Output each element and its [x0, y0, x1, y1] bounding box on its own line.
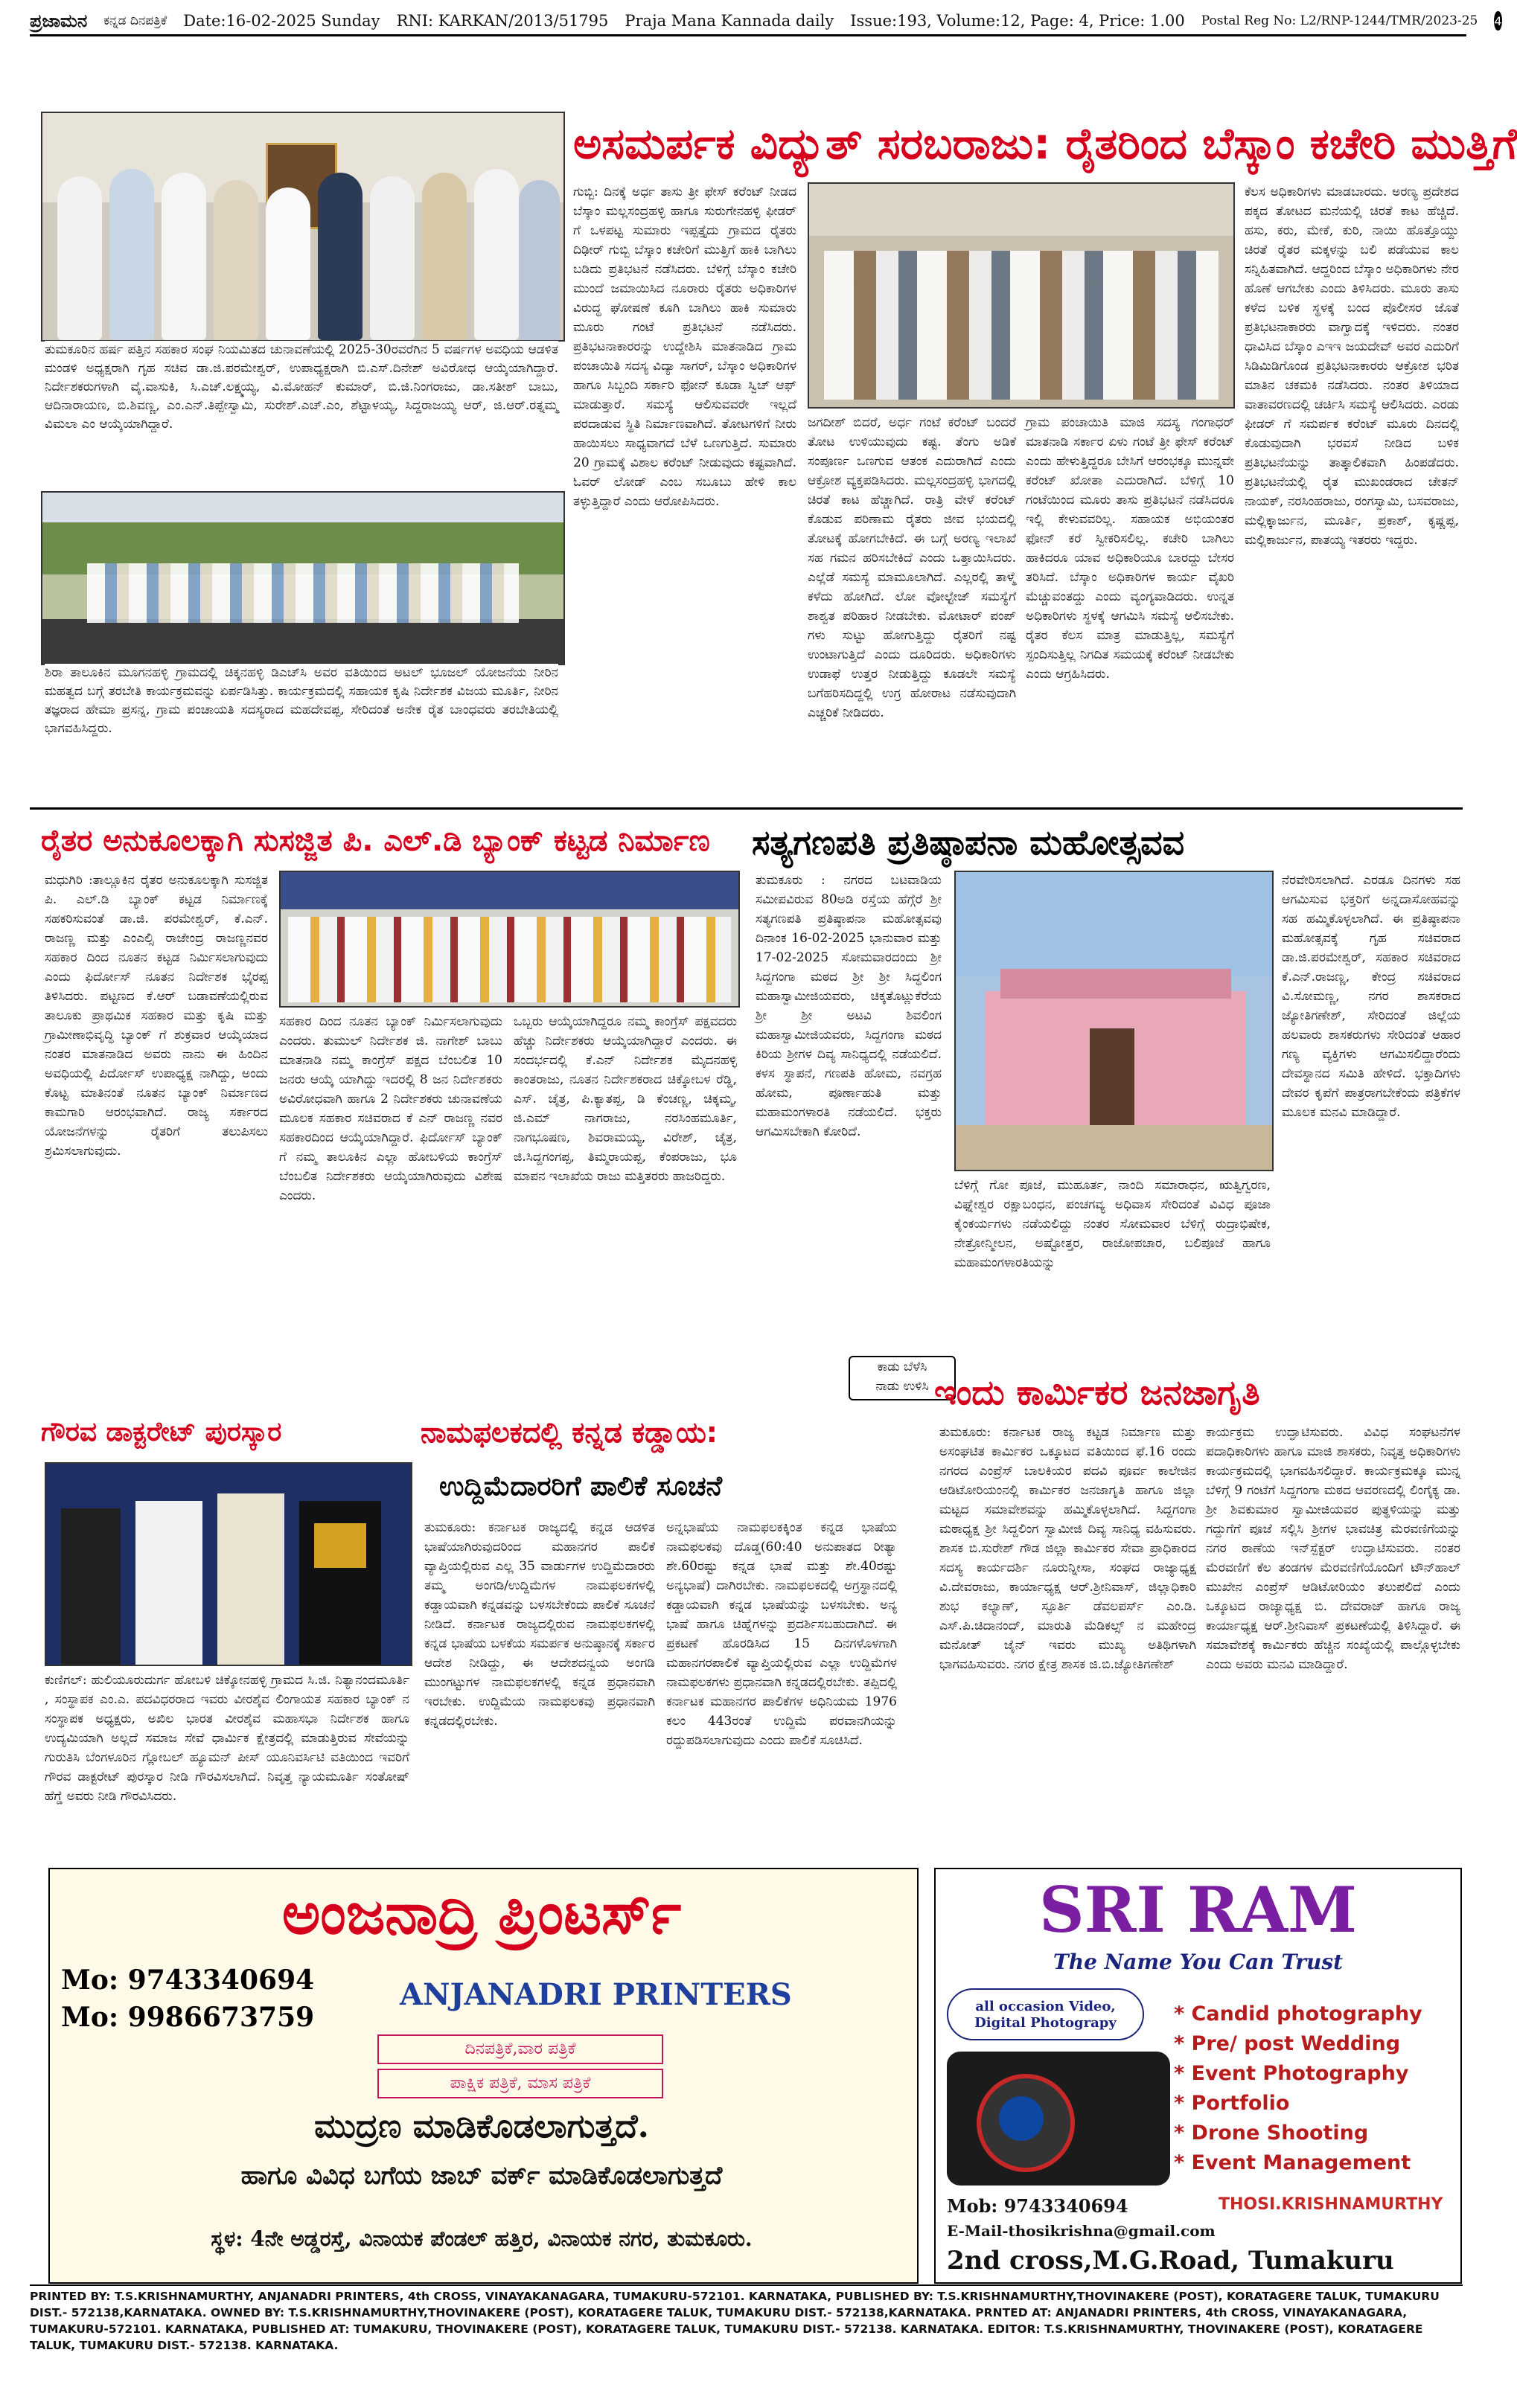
masthead-tagline: ಕನ್ನಡ ದಿನಪತ್ರಿಕೆ — [103, 13, 167, 28]
ad-anjanadri-address: ಸ್ಥಳ: 4ನೇ ಅಡ್ಡರಸ್ತೆ, ವಿನಾಯಕ ಪೆಂಡಲ್ ಹತ್ತಿರ, ವಿನಾಯಕ ನಗರ, ತುಮಕೂರು. — [211, 2226, 753, 2251]
ad-anjanadri-pill2: ಪಾಕ್ಷಿಕ ಪತ್ರಿಕೆ, ಮಾಸ ಪತ್ರಿಕೆ — [377, 2069, 663, 2098]
ad-sri-ram — [934, 1868, 1462, 2284]
ad-anjanadri-mobile2: Mo: 9986673759 — [61, 2002, 315, 2033]
story-workers-col1: ತುಮಕೂರು: ಕರ್ನಾಟಕ ರಾಜ್ಯ ಕಟ್ಟಡ ನಿರ್ಮಾಣ ಮತ್ತು ಅಸಂಘಟಿತ ಕಾರ್ಮಿಕರ ಒಕ್ಕೂಟದ ವತಿಯಿಂದ ಫೆ.16 ರಂದು ನಗರದ ಎಂಪ್ರೆಸ್ ಬಾಲಕಿಯರ ಪದವಿ ಪೂರ್ವ ಕಾಲೇಜಿನ ಆಡಿಟೋರಿಯಂನಲ್ಲಿ ಕಾರ್ಮಿಕರ ಜನಜಾಗೃತಿ ಹಾಗೂ ಜಿಲ್ಲಾ ಮಟ್ಟದ ಸಮಾವೇಶವನ್ನು ಹಮ್ಮಿಕೊಳ್ಳಲಾಗಿದೆ. ಸಿದ್ದಗಂಗಾ ಮಠಾಧ್ಯಕ್ಷ ಶ್ರೀ ಸಿದ್ದಲಿಂಗ ಸ್ವಾಮೀಜಿ ದಿವ್ಯ ಸಾನಿಧ್ಯ ವಹಿಸುವರು. ಶಾಸಕ ಬಿ.ಸುರೇಶ್ ಗೌಡ ಜಿಲ್ಲಾ ಕಾರ್ಮಿಕರ ಸೇವಾ ಪ್ರಾಧಿಕಾರದ ಸದಸ್ಯ ಕಾರ್ಯದರ್ಶಿ ನೂರುನ್ನೀಸಾ, ಸಂಘದ ರಾಜ್ಯಾಧ್ಯಕ್ಷ ವಿ.ದೇವರಾಜು, ಕಾರ್ಯಾಧ್ಯಕ್ಷ ಆರ್.ಶ್ರೀನಿವಾಸ್, ಜಿಲ್ಲಾಧಿಕಾರಿ ಶುಭ ಕಲ್ಯಾಣ್, ಸ್ಫೂರ್ತಿ ಡೆವಲಪರ್ಸ್ ಎಂ.ಡಿ. ಎಸ್.ಪಿ.ಚಿದಾನಂದ್, ಮಾರುತಿ ಮೆಡಿಕಲ್ಸ್ ನ ಮಹೇಂದ್ರ ಮನೋತ್ ಜೈನ್ ಇವರು ಮುಖ್ಯ ಅತಿಥಿಗಳಾಗಿ ಭಾಗವಹಿಸುವರು. ನಗರ ಕ್ಷೇತ್ರ ಶಾಸಕ ಜಿ.ಬಿ.ಜ್ಯೋತಿಗಣೇಶ್ — [939, 1425, 1196, 1672]
ad-sriram-badge: all occasion Video, Digital Photograpy — [947, 1988, 1144, 2040]
photo-caption-society: ತುಮಕೂರಿನ ಹರ್ಷ ಪತ್ತಿನ ಸಹಕಾರ ಸಂಘ ನಿಯಮಿತದ ಚುನಾವಣೆಯಲ್ಲಿ 2025-30ರವರೆಗಿನ 5 ವರ್ಷಗಳ ಅವಧಿಯ ಆಡಳಿತ ಮಂಡಳಿ ಅಧ್ಯಕ್ಷರಾಗಿ ಗೃಹ ಸಚಿವ ಡಾ.ಜಿ.ಪರಮೇಶ್ವರ್, ಉಪಾಧ್ಯಕ್ಷರಾಗಿ ಬಿ.ಎಸ್.ದಿನೇಶ್ ಅವಿರೋಧ ಆಯ್ಕೆಯಾಗಿದ್ದಾರೆ. ನಿರ್ದೇಶಕರುಗಳಾಗಿ ವೈ.ವಾಸುಕಿ, ಸಿ.ಎಚ್.ಲಕ್ಷ್ಮಯ್ಯ, ವಿ.ಮೋಹನ್ ಕುಮಾರ್, ಬಿ.ಜಿ.ನಿಂಗರಾಜು, ಡಾ.ಸತೀಶ್ ಬಾಬು, ಆದಿನಾರಾಯಣ, ಬಿ.ಶಿವಣ್ಣ, ಎಂ.ಎನ್.ತಿಪ್ಪೇಸ್ವಾಮಿ, ಸುರೇಶ್.ಎಚ್.ಎಂ, ಶೆಟ್ಟಾಳಯ್ಯ, ಸಿದ್ದರಾಜಯ್ಯ ಆರ್, ಜಿ.ಆರ್.ರತ್ನಮ್ಮ ವಿಮಲಾ ಎಂ ಆಯ್ಕೆಯಾಗಿದ್ದಾರೆ. — [45, 341, 558, 475]
ad-anjanadri-title-en: ANJANADRI PRINTERS — [400, 1977, 792, 2012]
issue-info: Issue:193, Volume:12, Page: 4, Price: 1.00 — [850, 12, 1185, 30]
headline-besacom-protest: ಅಸಮರ್ಪಕ ವಿದ್ಯುತ್ ಸರಬರಾಜು: ರೈತರಿಂದ ಬೆಸ್ಕಾಂ ಕಚೇರಿ ಮುತ್ತಿಗೆ — [573, 118, 1517, 169]
section-divider — [30, 807, 1463, 810]
story-pld-col1: ಮಧುಗಿರಿ :ತಾಲ್ಲೂಕಿನ ರೈತರ ಅನುಕೂಲಕ್ಕಾಗಿ ಸುಸಜ್ಜಿತ ಪಿ. ಎಲ್.ಡಿ ಬ್ಯಾಂಕ್ ಕಟ್ಟಡ ನಿರ್ಮಾಣಕ್ಕೆ ಸಹಕರಿಸುವಂತೆ ಡಾ.ಜಿ. ಪರಮೇಶ್ವರ್, ಕೆ.ಎನ್. ರಾಜಣ್ಣ ಮತ್ತು ಎಂಎಲ್ಸಿ ರಾಜೇಂದ್ರ ರಾಜಣ್ಣನವರ ಸಹಕಾರ ದಿಂದ ನೂತನ ಕಟ್ಟಡ ನಿರ್ಮಿಸಲಾಗುವುದು ಎಂದು ಫಿರ್ದೋಸ್ ನೂತನ ನಿರ್ದೇಶಕ ಭೈರಪ್ಪ ತಿಳಿಸಿದರು. ಪಟ್ಟಣದ ಕೆ.ಆರ್ ಬಡಾವಣೆಯಲ್ಲಿರುವ ತಾಲೂಕು ಪ್ರಾಥಮಿಕ ಸಹಕಾರ ಮತ್ತು ಕೃಷಿ ಮತ್ತು ಗ್ರಾಮೀಣಾಭಿವೃದ್ಧಿ ಬ್ಯಾಂಕ್ ಗೆ ಶುಕ್ರವಾರ ಆಯ್ಕೆಯಾದ ನಂತರ ಮಾತನಾಡಿದ ಅವರು ನಾನು ಈ ಹಿಂದಿನ ಅವಧಿಯಲ್ಲಿ ಪಿರ್ದೋಸ್ ಉಪಾಧ್ಯಕ್ಷ ನಾಗಿದ್ದು, ಅಂದು ಕೊಟ್ಟ ಮಾತಿನಂತೆ ನೂತನ ಬ್ಯಾಂಕ್ ನಿರ್ಮಾಣದ ಕಾಮಗಾರಿ ಆರಂಭವಾಗಿದೆ. ರಾಜ್ಯ ಸರ್ಕಾರದ ಯೋಜನೆಗಳನ್ನು ರೈತರಿಗೆ ತಲುಪಿಸಲು ಶ್ರಮಿಸಲಾಗುವುದು. — [45, 873, 268, 1159]
photo-ganapati-temple — [954, 871, 1274, 1171]
ad-anjanadri-pill1: ದಿನಪತ್ರಿಕೆ,ವಾರ ಪತ್ರಿಕೆ — [377, 2034, 663, 2064]
subhead-kannada-nameboard: ಉದ್ದಿಮೆದಾರರಿಗೆ ಪಾಲಿಕೆ ಸೂಚನೆ — [439, 1471, 723, 1502]
imprint-footer: PRINTED BY: T.S.KRISHNAMURTHY, ANJANADRI PRINTERS, 4th CROSS, VINAYAKANAGARA, TUMAKURU-572101. KARNATAKA, PUBLISHED BY: T.S.KRISHNAMURTHY,THOVINAKERE (POST), KORATAGERE TALUK, TUMAKURU DIST.- 572138,KARNATAKA. OWNED BY: T.S.KRISHNAMURTHY,THOVINAKERE (POST), KORATAGERE TALUK, TUMAKURU DIST.- 572138,KARNATAKA. PRNTED AT: ANJANADRI PRINTERS, 4th CROSS, VINAYAKANAGARA, TUMAKURU-572101. KARNATAKA, PUBLISHED AT: TUMAKURU, THOVINAKERE (POST), KORATAGERE TALUK, TUMAKURU DIST.- 572138. KARNATAKA. EDITOR: T.S.KRISHNAMURTHY, THOVINAKERE (POST), KORATAGERE TALUK, TUMAKURU DIST.- 572138. KARNATAKA. — [30, 2290, 1440, 2352]
rni-number: RNI: KARKAN/2013/51795 — [396, 12, 609, 30]
headline-pld-bank: ರೈತರ ಅನುಕೂಲಕ್ಕಾಗಿ ಸುಸಜ್ಜಿತ ಪಿ. ಎಲ್.ಡಿ ಬ್ಯಾಂಕ್ ಕಟ್ಟಡ ನಿರ್ಮಾಣ — [41, 824, 710, 858]
headline-honorary-doctorate: ಗೌರವ ಡಾಕ್ಟರೇಟ್ ಪುರಸ್ಕಾರ — [41, 1417, 282, 1447]
headline-workers-awareness: ಇಂದು ಕಾರ್ಮಿಕರ ಜನಜಾಗೃತಿ — [934, 1372, 1260, 1412]
ad-sriram-email: E-Mail-thosikrishna@gmail.com — [947, 2222, 1216, 2240]
postal-reg: Postal Reg No: L2/RNP-1244/TMR/2023-25 — [1201, 13, 1478, 28]
story-pld-col3: ಒಬ್ಬರು ಆಯ್ಕೆಯಾಗಿದ್ದರೂ ನಮ್ಮ ಕಾಂಗ್ರೆಸ್ ಪಕ್ಷವದರು ಹೆಚ್ಚು ನಿರ್ದೇಶಕರು ಆಯ್ಕೆಯಾಗಿದ್ದಾರೆ ಎಂದರು. ಈ ಸಂದರ್ಭದಲ್ಲಿ ಕೆ.ಎನ್ ನಿರ್ದೇಶಕ ಮೈದನಹಳ್ಳಿ ಕಾಂತರಾಜು, ನೂತನ ನಿರ್ದೇಶಕರಾದ ಚಿಕ್ಕೋಬಳ ರೆಡ್ಡಿ, ಎಸ್. ಚೈತ್ರ, ಪಿ.ಕ್ಯಾತಪ್ಪ, ಡಿ ಕೆಂಚಣ್ಣ, ಚಿಕ್ಕಮ್ಮ, ಜಿ.ಎಮ್ ನಾಗರಾಜು, ನರಸಿಂಹಮೂರ್ತಿ, ನಾಗಭೂಷಣ, ಶಿವರಾಮಯ್ಯ, ವಿರೇಶ್, ಚೈತ್ರ, ಜಿ.ಸಿದ್ದಗಂಗಪ್ಪ, ತಿಮ್ಮರಾಯಪ್ಪ, ಕೆಂಪರಾಜು, ಭೂ ಮಾಪನ ಇಲಾಖೆಯ ರಾಜು ಮತ್ತಿತರರು ಹಾಜರಿದ್ದರು. — [514, 1014, 737, 1184]
photo-doctorate-ceremony — [45, 1462, 412, 1666]
paper-name-en: Praja Mana Kannada daily — [625, 12, 834, 30]
page-number: 4 — [1494, 11, 1501, 31]
service-item: * Pre/ post Wedding — [1174, 2032, 1401, 2055]
service-item: * Drone Shooting — [1174, 2122, 1369, 2145]
story-nameboard-col1: ತುಮಕೂರು: ಕರ್ನಾಟಕ ರಾಜ್ಯದಲ್ಲಿ ಕನ್ನಡ ಆಡಳಿತ ಭಾಷೆಯಾಗಿರುವುದರಿಂದ ಮಹಾನಗರ ಪಾಲಿಕೆ ವ್ಯಾಪ್ತಿಯಲ್ಲಿರುವ ಎಲ್ಲ 35 ವಾರ್ಡುಗಳ ಉದ್ದಿಮೆದಾರರು ತಮ್ಮ ಅಂಗಡಿ/ಉದ್ದಿಮೆಗಳ ನಾಮಫಲಕಗಳಲ್ಲಿ ಕಡ್ಡಾಯವಾಗಿ ಕನ್ನಡವನ್ನು ಬಳಸಬೇಕೆಂದು ಪಾಲಿಕೆ ಸೂಚನೆ ನೀಡಿದೆ. ಕರ್ನಾಟಕ ರಾಜ್ಯದಲ್ಲಿರುವ ನಾಮಫಲಕಗಳಲ್ಲಿ ಕನ್ನಡ ಭಾಷೆಯ ಬಳಕೆಯ ಸಮರ್ಪಕ ಅನುಷ್ಠಾನಕ್ಕೆ ಸರ್ಕಾರ ಆದೇಶ ನೀಡಿದ್ದು, ಈ ಆದೇಶದನ್ವಯ ಅಂಗಡಿ ಮುಂಗಟ್ಟುಗಳ ನಾಮಫಲಕಗಳಲ್ಲಿ ಕನ್ನಡ ಪ್ರಧಾನವಾಗಿ ಇರಬೇಕು. ಉದ್ದಿಮೆಯ ನಾಮಫಲಕವು ಪ್ರಧಾನವಾಗಿ ಕನ್ನಡದಲ್ಲಿರಬೇಕು. — [424, 1520, 655, 1729]
service-item: * Candid photography — [1174, 2002, 1422, 2026]
story-ganapati-col1: ತುಮಕೂರು : ನಗರದ ಬಟವಾಡಿಯ ಸಮೀಪವಿರುವ 80ಅಡಿ ರಸ್ತೆಯ ಹೆಗ್ಗೆರೆ ಶ್ರೀ ಸತ್ಯಗಣಪತಿ ಪ್ರತಿಷ್ಠಾಪನಾ ಮಹೋತ್ಸವವು ದಿನಾಂಕ 16-02-2025 ಭಾನುವಾರ ಮತ್ತು 17-02-2025 ಸೋಮವಾರದಂದು ಶ್ರೀ ಸಿದ್ದಗಂಗಾ ಮಠದ ಶ್ರೀ ಶ್ರೀ ಸಿದ್ಧಲಿಂಗ ಮಹಾಸ್ವಾಮೀಜಿಯವರು, ಚಿಕ್ಕತೊಟ್ಲುಕೆರೆಯ ಶ್ರೀ ಶ್ರೀ ಅಟವಿ ಶಿವಲಿಂಗ ಮಹಾಸ್ವಾಮೀಜಿಯವರು, ಸಿದ್ದಗಂಗಾ ಮಠದ ಕಿರಿಯ ಶ್ರೀಗಳ ದಿವ್ಯ ಸಾನಿಧ್ಯದಲ್ಲಿ ನಡೆಯಲಿದೆ. ಕಳಸ ಸ್ಥಾಪನೆ, ಗಣಪತಿ ಹೋಮ, ನವಗ್ರಹ ಹೋಮ, ಪೂರ್ಣಾಹುತಿ ಮತ್ತು ಮಹಾಮಂಗಳಾರತಿ ನಡೆಯಲಿದೆ. ಭಕ್ತರು ಆಗಮಿಸಬೇಕಾಗಿ ಕೋರಿದೆ. — [756, 873, 942, 1139]
ad-sriram-services — [1174, 1999, 1457, 2178]
slogan-line1: ಕಾಡು ಬೆಳೆಸಿ — [877, 1360, 927, 1374]
ad-sriram-address: 2nd cross,M.G.Road, Tumakuru — [947, 2246, 1394, 2276]
footer-divider — [30, 2284, 1463, 2286]
ad-anjanadri-line2: ಹಾಗೂ ವಿವಿಧ ಬಗೆಯ ಜಾಬ್ ವರ್ಕ್ ಮಾಡಿಕೊಡಲಾಗುತ್ತದೆ — [240, 2161, 723, 2191]
slogan-line2: ನಾಡು ಉಳಿಸಿ — [875, 1379, 929, 1394]
camera-lens-icon — [947, 2052, 1170, 2186]
story-besacom-col1: ಗುಬ್ಬಿ: ದಿನಕ್ಕೆ ಅರ್ಧ ತಾಸು ತ್ರೀ ಫೇಸ್ ಕರೆಂಟ್ ನೀಡದ ಬೆಸ್ಕಾಂ ಮಲ್ಲಸಂದ್ರಹಳ್ಳಿ ಹಾಗೂ ಸುರುಗೇನಹಳ್ಳಿ ಫೀಡರ್ ಗೆ ಒಳಪಟ್ಟ ಸುಮಾರು ಇಪ್ಪತ್ತೈದು ಗ್ರಾಮದ ರೈತರು ದಿಢೀರ್ ಗುಬ್ಬಿ ಬೆಸ್ಕಾಂ ಕಚೇರಿಗೆ ಮುತ್ತಿಗೆ ಹಾಕಿ ಬಾಗಿಲು ಬಡಿದು ಪ್ರತಿಭಟನೆ ನಡೆಸಿದರು. ಬೆಳಿಗ್ಗೆ ಬೆಸ್ಕಾಂ ಕಚೇರಿ ಮುಂದೆ ಜಮಾಯಿಸಿದ ನೂರಾರು ರೈತರು ಅಧಿಕಾರಿಗಳ ವಿರುದ್ಧ ಘೋಷಣೆ ಕೂಗಿ ಬಾಗಿಲು ಹಾಕಿ ಸುಮಾರು ಮೂರು ಗಂಟೆ ಪ್ರತಿಭಟನೆ ನಡೆಸಿದರು. ಪ್ರತಿಭಟನಾಕಾರರನ್ನು ಉದ್ದೇಶಿಸಿ ಮಾತನಾಡಿದ ಗ್ರಾಮ ಪಂಚಾಯಿತಿ ಸದಸ್ಯ ವಿದ್ಯಾ ಸಾಗರ್, ಬೆಸ್ಕಾಂ ಅಧಿಕಾರಿಗಳ ಹಾಗೂ ಸಿಬ್ಬಂದಿ ಸರ್ಕಾರಿ ಫೋನ್ ಕೂಡಾ ಸ್ವಿಚ್ ಆಫ್ ಮಾಡುತ್ತಾರೆ. ಸಮಸ್ಯೆ ಆಲಿಸುವವರೇ ಇಲ್ಲದೆ ಪರದಾಡುವ ಸ್ಥಿತಿ ನಿರ್ಮಾಣವಾಗಿದೆ. ತೋಟಗಳಿಗೆ ನೀರು ಹಾಯಿಸಲು ಸಾಧ್ಯವಾಗದೆ ಬೆಳೆ ಒಣಗುತ್ತಿದೆ. ಸುಮಾರು 20 ಗ್ರಾಮಕ್ಕೆ ವಿಶಾಲ ಕರೆಂಟ್ ನೀಡುವುದು ಕಷ್ಟವಾಗಿದೆ. ಓವರ್ ಲೋಡ್ ಎಂಬ ಸಬೂಬು ಹೇಳಿ ಕಾಲ ತಳ್ಳುತ್ತಿದ್ದಾರೆ ಎಂದು ಆರೋಪಿಸಿದರು. — [573, 185, 796, 509]
ad-sriram-tagline: The Name You Can Trust — [1053, 1950, 1344, 1974]
headline-satyaganapati: ಸತ್ಯಗಣಪತಿ ಪ್ರತಿಷ್ಠಾಪನಾ ಮಹೋತ್ಸವವ — [752, 822, 1185, 862]
story-nameboard-col2: ಅನ್ನಭಾಷೆಯ ನಾಮಫಲಕಕ್ಕಿಂತ ಕನ್ನಡ ಭಾಷೆಯ ನಾಮಫಲಕವು ದೊಡ್ಡ(60:40 ಅನುಪಾತದ ರೀತ್ಯಾ ಶೇ.60ರಷ್ಟು ಕನ್ನಡ ಭಾಷೆ ಮತ್ತು ಶೇ.40ರಷ್ಟು ಅನ್ಯಭಾಷೆ) ದಾಗಿರಬೇಕು. ನಾಮಫಲಕದಲ್ಲಿ ಅಗ್ರಸ್ಥಾನದಲ್ಲಿ ಕಡ್ಡಾಯವಾಗಿ ಕನ್ನಡ ಭಾಷೆಯನ್ನು ಬಳಸಬೇಕು. ಅನ್ಯ ಭಾಷೆ ಹಾಗೂ ಚಿಹ್ನೆಗಳನ್ನು ಪ್ರದರ್ಶಿಸಬಹುದಾಗಿದೆ. ಈ ಪ್ರಕಟಣೆ ಹೊರಡಿಸಿದ 15 ದಿನಗಳೊಳಗಾಗಿ ಮಹಾನಗರಪಾಲಿಕೆ ವ್ಯಾಪ್ತಿಯಲ್ಲಿರುವ ಎಲ್ಲಾ ಉದ್ದಿಮೆಗಳ ನಾಮಫಲಕಗಳು ಪ್ರಧಾನವಾಗಿ ಕನ್ನಡದಲ್ಲಿರಬೇಕು. ತಪ್ಪಿದಲ್ಲಿ ಕರ್ನಾಟಕ ಮಹಾನಗರ ಪಾಲಿಕೆಗಳ ಅಧಿನಿಯಮ 1976 ಕಲಂ 443ರಂತೆ ಉದ್ದಿಮೆ ಪರವಾನಗಿಯನ್ನು ರದ್ದುಪಡಿಸಲಾಗುವುದು ಎಂದು ಪಾಲಿಕೆ ಸೂಚಿಸಿದೆ. — [666, 1520, 897, 1748]
story-workers-col2: ಕಾರ್ಯಕ್ರಮ ಉದ್ಘಾಟಿಸುವರು. ವಿವಿಧ ಸಂಘಟನೆಗಳ ಪದಾಧಿಕಾರಿಗಳು ಹಾಗೂ ಮಾಜಿ ಶಾಸಕರು, ನಿವೃತ್ತ ಅಧಿಕಾರಿಗಳು ಕಾರ್ಯಕ್ರಮದಲ್ಲಿ ಭಾಗವಹಿಸಲಿದ್ದಾರೆ. ಕಾರ್ಯಕ್ರಮಕ್ಕೂ ಮುನ್ನ ಬೆಳಿಗ್ಗೆ 9 ಗಂಟೆಗೆ ಸಿದ್ದಗಂಗಾ ಮಠದ ಆವರಣದಲ್ಲಿ ಲಿಂಗೈಕ್ಯ ಡಾ. ಶ್ರೀ ಶಿವಕುಮಾರ ಸ್ವಾಮೀಜಿಯವರ ಪುತ್ಥಳಿಯನ್ನು ಮತ್ತು ಗದ್ದುಗೆಗೆ ಪೂಜೆ ಸಲ್ಲಿಸಿ ಶ್ರೀಗಳ ಭಾವಚಿತ್ರ ಮೆರವಣಿಗೆಯನ್ನು ನಗರ ಠಾಣೆಯ ಇನ್‌ಸ್ಪೆಕ್ಟರ್ ಉದ್ಘಾಟಿಸುವರು. ನಂತರ ಮೆರವಣಿಗೆ ಕೆಲ ತಂಡಗಳ ಮೆರವಣಿಗೆಯೊಂದಿಗೆ ಟೌನ್‌ಹಾಲ್ ಮುಖೇನ ಎಂಪ್ರೆಸ್ ಆಡಿಟೋರಿಯಂ ತಲುಪಲಿದೆ ಎಂದು ಒಕ್ಕೂಟದ ರಾಜ್ಯಾಧ್ಯಕ್ಷ ಬಿ. ದೇವರಾಜ್ ಹಾಗೂ ರಾಜ್ಯ ಕಾರ್ಯಾಧ್ಯಕ್ಷ ಆರ್.ಶ್ರೀನಿವಾಸ್ ಪ್ರಕಟಣೆಯಲ್ಲಿ ತಿಳಿಸಿದ್ದಾರೆ. ಈ ಸಮಾವೇಶಕ್ಕೆ ಕಾರ್ಮಿಕರು ಹೆಚ್ಚಿನ ಸಂಖ್ಯೆಯಲ್ಲಿ ಪಾಲ್ಗೊಳ್ಳಬೇಕು ಎಂದು ಅವರು ಮನವಿ ಮಾಡಿದ್ದಾರೆ. — [1206, 1425, 1460, 1672]
ad-anjanadri-line1: ಮುದ್ರಣ ಮಾಡಿಕೊಡಲಾಗುತ್ತದೆ. — [314, 2107, 649, 2145]
photo-society-election — [41, 112, 565, 342]
service-item: * Event Photography — [1174, 2062, 1409, 2085]
ad-sriram-mobile: Mob: 9743340694 — [947, 2195, 1128, 2217]
story-besacom-col4: ಕೆಲಸ ಅಧಿಕಾರಿಗಳು ಮಾಡಬಾರದು. ಅರಣ್ಯ ಪ್ರದೇಶದ ಪಕ್ಕದ ತೋಟದ ಮನೆಯಲ್ಲಿ ಚಿರತೆ ಕಾಟ ಹೆಚ್ಚಿದೆ. ಹಸು, ಕರು, ಮೇಕೆ, ಕುರಿ, ನಾಯಿ ಹೊತ್ತೊಯ್ದು ಚಿರತೆ ರೈತರ ಮಕ್ಕಳನ್ನು ಬಲಿ ಪಡೆಯುವ ಕಾಲ ಸನ್ನಿಹಿತವಾಗಿದೆ. ಆದ್ದರಿಂದ ಬೆಸ್ಕಾಂ ಅಧಿಕಾರಿಗಳು ನೇರ ಹೊಣೆ ಆಗಬೇಕು ಎಂದು ತಿಳಿಸಿದರು. ಮೂರು ತಾಸು ಕಳೆದ ಬಳಿಕ ಸ್ಥಳಕ್ಕೆ ಬಂದ ಪೊಲೀಸರ ಜೊತೆ ಪ್ರತಿಭಟನಾಕಾರರು ವಾಗ್ವಾದಕ್ಕೆ ಇಳಿದರು. ನಂತರ ಧಾವಿಸಿದ ಬೆಸ್ಕಾಂ ಎಇಇ ಜಯದೇವ್ ಅವರ ಎದುರಿಗೆ ಸಿಡಿಮಿಡಿಗೊಂಡ ಪ್ರತಿಭಟನಾಕಾರರು ಆಕ್ರೋಶ ಭರಿತ ಮಾತಿನ ಚಕಮಕಿ ನಡೆಸಿದರು. ನಂತರ ತಿಳಿಯಾದ ವಾತಾವರಣದಲ್ಲಿ ಚರ್ಚಿಸಿ ಸಮಸ್ಯೆ ಆಲಿಸಿದರು. ಎರಡು ಫೀಡರ್ ಗೆ ಸಮರ್ಪಕ ಕರೆಂಟ್ ಮೂರು ದಿನದಲ್ಲಿ ಕೊಡುವುದಾಗಿ ಭರವಸೆ ನೀಡಿದ ಬಳಿಕ ಪ್ರತಿಭಟನೆಯನ್ನು ತಾತ್ಕಾಲಿಕವಾಗಿ ಹಿಂಪಡೆದರು. ಪ್ರತಿಭಟನೆಯಲ್ಲಿ ರೈತ ಮುಖಂಡರಾದ ಚೇತನ್ ನಾಯಕ್, ನರಸಿಂಹರಾಜು, ರಂಗಸ್ವಾಮಿ, ಬಸವರಾಜು, ಮಲ್ಲಿಕ್ಕಾರ್ಜುನ, ಮೂರ್ತಿ, ಪ್ರಕಾಶ್, ಕೃಷ್ಣಪ್ಪ, ಮಲ್ಲಿಕಾರ್ಜುನ, ಪಾತಯ್ಯ ಇತರರು ಇದ್ದರು. — [1245, 185, 1459, 548]
story-ganapati-col2: ಬೆಳಿಗ್ಗೆ ಗೋ ಪೂಜೆ, ಮುಹೂರ್ತ, ನಾಂದಿ ಸಮಾರಾಧನ, ಋತ್ವಿಗ್ವರಣ, ವಿಘ್ನೇಶ್ವರ ರಕ್ಷಾಬಂಧನ, ಪಂಚಗವ್ಯ ಅಧಿವಾಸ ಸೇರಿದಂತೆ ವಿವಿಧ ಪೂಜಾ ಕೈಂಕರ್ಯಗಳು ನಡೆಯಲಿದ್ದು ನಂತರ ಸೋಮವಾರ ಬೆಳಿಗ್ಗೆ ರುದ್ರಾಭಿಷೇಕ, ನೇತ್ರೋನ್ಮೀಲನ, ಅಷ್ಟೋತ್ತರ, ರಾಜೋಪಚಾರ, ಬಲಿಪೂಜೆ ಹಾಗೂ ಮಹಾಮಂಗಳಾರತಿಯನ್ನು — [954, 1178, 1271, 1270]
photo-farmers-protest — [808, 182, 1235, 409]
ad-anjanadri-mobile1: Mo: 9743340694 — [61, 1964, 315, 1996]
photo-caption-training: ಶಿರಾ ತಾಲೂಕಿನ ಮೂಗನಹಳ್ಳಿ ಗ್ರಾಮದಲ್ಲಿ ಚಿಕ್ಕನಹಳ್ಳಿ ಡಿಎಚ್‌ಸಿ ಅವರ ವತಿಯಿಂದ ಅಟಲ್ ಭೂಜಲ್ ಯೋಜನೆಯ ನೀರಿನ ಮಹತ್ವದ ಬಗ್ಗೆ ತರಬೇತಿ ಕಾರ್ಯಕ್ರಮವನ್ನು ಏರ್ಪಡಿಸಿತ್ತು. ಕಾರ್ಯಕ್ರಮದಲ್ಲಿ ಸಹಾಯಕ ಕೃಷಿ ನಿರ್ದೇಶಕ ವಿಜಯ ಮೂರ್ತಿ, ನೀರಿನ ತಜ್ಞರಾದ ಹೇಮಾ ಪ್ರಸನ್ನ, ಗ್ರಾಮ ಪಂಚಾಯತಿ ಸದಸ್ಯರಾದ ಮಹದೇವಪ್ಪ, ಸೇರಿದಂತೆ ಅನೇಕ ರೈತ ಬಾಂಧವರು ತರಬೇತಿಯಲ್ಲಿ ಭಾಗವಹಿಸಿದ್ದರು. — [45, 664, 558, 798]
issue-date: Date:16-02-2025 Sunday — [183, 12, 380, 30]
ad-anjanadri-printers — [48, 1868, 919, 2284]
masthead-bar — [30, 7, 1502, 36]
story-besacom-col3: ಗ್ರಾಮ ಪಂಚಾಯಿತಿ ಮಾಜಿ ಸದಸ್ಯ ಗಂಗಾಧರ್ ಮಾತನಾಡಿ ಸರ್ಕಾರ ಏಳು ಗಂಟೆ ತ್ರೀ ಫೇಸ್ ಕರೆಂಟ್ ಎಂದು ಹೇಳುತ್ತಿದ್ದರೂ ಬೇಸಿಗೆ ಆರಂಭಕ್ಕೂ ಮುನ್ನವೇ ಕರೆಂಟ್ ಖೋತಾ ಎದುರಾಗಿದೆ. ಬೆಳಿಗ್ಗೆ 10 ಗಂಟೆಯಿಂದ ಮೂರು ತಾಸು ಪ್ರತಿಭಟನೆ ನಡೆಸಿದರೂ ಇಲ್ಲಿ ಕೇಳುವವರಿಲ್ಲ. ಸಹಾಯಕ ಅಭಿಯಂತರ ಫೋನ್ ಕರೆ ಸ್ವೀಕರಿಸಲಿಲ್ಲ. ಕಚೇರಿ ಬಾಗಿಲು ಹಾಕಿದರೂ ಯಾವ ಅಧಿಕಾರಿಯೂ ಬಾರದ್ದು ಬೇಸರ ತರಿಸಿದೆ. ಬೆಸ್ಕಾಂ ಅಧಿಕಾರಿಗಳ ಕಾರ್ಯ ವೈಖರಿ ಮೆಚ್ಚುವಂತದ್ದು ಎಂದು ವ್ಯಂಗ್ಯವಾಡಿದರು. ಉನ್ನತ ಅಧಿಕಾರಿಗಳು ಸ್ಥಳಕ್ಕೆ ಆಗಮಿಸಿ ಸಮಸ್ಯೆ ಆಲಿಸಬೇಕು. ರೈತರ ಕೆಲಸ ಮಾತ್ರ ಮಾಡುತ್ತಿಲ್ಲ, ಸಮಸ್ಯೆಗೆ ಸ್ಪಂದಿಸುತ್ತಿಲ್ಲ ನಿಗದಿತ ಸಮಯಕ್ಕೆ ಕರೆಂಟ್ ನೀಡಬೇಕು ಎಂದು ಆಗ್ರಹಿಸಿದರು. — [1026, 415, 1234, 682]
photo-pld-directors — [279, 871, 740, 1008]
ad-sriram-title: SRI RAM — [1039, 1873, 1357, 1947]
service-item: * Event Management — [1174, 2151, 1411, 2174]
photo-atal-bhujal-training — [41, 491, 565, 665]
ad-anjanadri-title-kn: ಅಂಜನಾದ್ರಿ ಪ್ರಿಂಟರ್ಸ್ — [281, 1880, 682, 1947]
story-ganapati-col3: ನೆರವೇರಿಸಲಾಗಿದೆ. ಎರಡೂ ದಿನಗಳು ಸಹ ಆಗಮಿಸುವ ಭಕ್ತರಿಗೆ ಅನ್ನದಾಸೋಹವನ್ನು ಸಹ ಹಮ್ಮಿಕೊಳ್ಳಲಾಗಿದೆ. ಈ ಪ್ರತಿಷ್ಠಾಪನಾ ಮಹೋತ್ಸವಕ್ಕೆ ಗೃಹ ಸಚಿವರಾದ ಡಾ.ಜಿ.ಪರಮೇಶ್ವರ್, ಸಹಕಾರ ಸಚಿವರಾದ ಕೆ.ಎನ್.ರಾಜಣ್ಣ, ಕೇಂದ್ರ ಸಚಿವರಾದ ವಿ.ಸೋಮಣ್ಣ, ನಗರ ಶಾಸಕರಾದ ಜ್ಯೋತಿಗಣೇಶ್, ಸೇರಿದಂತೆ ಜಿಲ್ಲೆಯ ಹಲವಾರು ಶಾಸಕರುಗಳು ಸೇರಿದಂತೆ ಆಹಾರ ಗಣ್ಯ ವ್ಯಕ್ತಿಗಳು ಆಗಮಿಸಲಿದ್ದಾರೆಂದು ದೇವಸ್ಥಾನದ ಸಮಿತಿ ಹೇಳಿದೆ. ಭಕ್ತಾದಿಗಳು ದೇವರ ಕೃಪೆಗೆ ಪಾತ್ರರಾಗಬೇಕೆಂದು ಪತ್ರಿಕೆಗಳ ಮೂಲಕ ಮನವಿ ಮಾಡಿದ್ದಾರೆ. — [1282, 873, 1460, 1120]
headline-kannada-nameboard: ನಾಮಫಲಕದಲ್ಲಿ ಕನ್ನಡ ಕಡ್ಡಾಯ: — [421, 1416, 718, 1449]
service-item: * Portfolio — [1174, 2092, 1290, 2115]
story-besacom-col2: ಜಗದೀಶ್ ಬಿದರೆ, ಅರ್ಧ ಗಂಟೆ ಕರೆಂಟ್ ಬಂದರೆ ತೋಟ ಉಳಿಯುವುದು ಕಷ್ಟ. ತೆಂಗು ಅಡಿಕೆ ಸಂಪೂರ್ಣ ಒಣಗುವ ಆತಂಕ ಎದುರಾಗಿದೆ ಎಂದು ಆಕ್ರೋಶ ವ್ಯಕ್ತಪಡಿಸಿದರು. ಮಲ್ಲಸಂದ್ರಹಳ್ಳಿ ಭಾಗದಲ್ಲಿ ಚಿರತೆ ಕಾಟ ಹೆಚ್ಚಾಗಿದೆ. ರಾತ್ರಿ ವೇಳೆ ಕರೆಂಟ್ ಕೊಡುವ ಪರಿಣಾಮ ರೈತರು ಜೀವ ಭಯದಲ್ಲಿ ತೋಟಕ್ಕೆ ಹೋಗಬೇಕಿದೆ. ಈ ಬಗ್ಗೆ ಅರಣ್ಯ ಇಲಾಖೆ ಸಹ ಗಮನ ಹರಿಸಬೇಕಿದೆ ಎಂದು ಒತ್ತಾಯಿಸಿದರು. ಎಲ್ಲೆಡೆ ಸಮಸ್ಯೆ ಮಾಮೂಲಾಗಿದೆ. ಎಲ್ಲರಲ್ಲಿ ತಾಳ್ಮೆ ಕಳೆದು ಹೋಗಿದೆ. ಲೋ ವೋಲ್ಟೇಜ್ ಸಮಸ್ಯೆಗೆ ಶಾಶ್ವತ ಪರಿಹಾರ ನೀಡಬೇಕು. ಮೋಟಾರ್ ಪಂಪ್ ಗಳು ಸುಟ್ಟು ಹೋಗುತ್ತಿದ್ದು ರೈತರಿಗೆ ನಷ್ಟ ಉಂಟಾಗುತ್ತಿದೆ ಎಂದು ದೂರಿದರು. ಅಧಿಕಾರಿಗಳು ಉಡಾಫೆ ಉತ್ತರ ನೀಡುತ್ತಿದ್ದು ಕೂಡಲೇ ಸಮಸ್ಯೆ ಬಗೆಹರಿಸದಿದ್ದಲ್ಲಿ ಉಗ್ರ ಹೋರಾಟ ನಡೆಸುವುದಾಗಿ ಎಚ್ಚರಿಕೆ ನೀಡಿದರು. — [808, 415, 1016, 720]
masthead-title: ಪ್ರಜಾಮನ — [30, 10, 88, 31]
story-pld-col2: ಸಹಕಾರ ದಿಂದ ನೂತನ ಬ್ಯಾಂಕ್ ನಿರ್ಮಿಸಲಾಗುವುದು ಎಂದರು. ತುಮುಲ್ ನಿರ್ದೇಶಕ ಜಿ. ನಾಗೇಶ್ ಬಾಬು ಮಾತನಾಡಿ ನಮ್ಮ ಕಾಂಗ್ರೆಸ್ ಪಕ್ಷದ ಬೆಂಬಲಿತ 10 ಜನರು ಆಯ್ಕೆ ಯಾಗಿದ್ದು ಇದರಲ್ಲಿ 8 ಜನ ನಿರ್ದೇಶಕರು ಅವಿರೋಧವಾಗಿ ಹಾಗೂ 2 ನಿರ್ದೇಶಕರು ಚುನಾವಣೆಯ ಮೂಲಕ ಸಹಕಾರ ಸಚಿವರಾದ ಕೆ ಎನ್ ರಾಜಣ್ಣ ನವರ ಸಹಕಾರದಿಂದ ಆಯ್ಕೆಯಾಗಿದ್ದಾರೆ. ಫಿರ್ದೋಸ್ ಬ್ಯಾಂಕ್ ಗೆ ನಮ್ಮ ತಾಲೂಕಿನ ಎಲ್ಲಾ ಹೋಬಳಿಯ ಕಾಂಗ್ರೆಸ್ ಬೆಂಬಲಿತ ನಿರ್ದೇಶಕರು ಆಯ್ಕೆಯಾಗಿರುವುದು ವಿಶೇಷ ಎಂದರು. — [279, 1014, 502, 1203]
ad-sriram-owner: THOSI.KRISHNAMURTHY — [1219, 2195, 1443, 2214]
story-doctorate-body: ಕುಣಿಗಲ್: ಹುಲಿಯೂರುದುರ್ಗ ಹೋಬಳಿ ಚಿಕ್ಕೋನಹಳ್ಳಿ ಗ್ರಾಮದ ಸಿ.ಜಿ. ನಿತ್ಯಾನಂದಮೂರ್ತಿ , ಸಂಸ್ಥಾಪಕ ಎಂ.ಎ. ಪದವಿಧರರಾದ ಇವರು ವೀರಶೈವ ಲಿಂಗಾಯತ ಸಹಕಾರ ಬ್ಯಾಂಕ್ ನ ಸಂಸ್ಥಾಪಕ ಅಧ್ಯಕ್ಷರು, ಅಖಿಲ ಭಾರತ ವೀರಶೈವ ಮಹಾಸಭಾ ನಿರ್ದೇಶಕ ಹಾಗೂ ಉದ್ಯಮಿಯಾಗಿ ಅಲ್ಲದೆ ಸಮಾಜ ಸೇವೆ ಧಾರ್ಮಿಕ ಕ್ಷೇತ್ರದಲ್ಲಿ ಮಾಡುತ್ತಿರುವ ಸೇವೆಯನ್ನು ಗುರುತಿಸಿ ಬೆಂಗಳೂರಿನ ಗ್ಲೋಬಲ್ ಹ್ಯೂಮನ್ ಪೀಸ್ ಯೂನಿವರ್ಸಿಟಿ ವತಿಯಿಂದ ಇವರಿಗೆ ಗೌರವ ಡಾಕ್ಟರೇಟ್ ಪುರಸ್ಕಾರ ನೀಡಿ ಗೌರವಿಸಲಾಗಿದೆ. ನಿವೃತ್ತ ನ್ಯಾಯಮೂರ್ತಿ ಸಂತೋಷ್ ಹೆಗ್ಡೆ ಅವರು ನೀಡಿ ಗೌರವಿಸಿದರು. — [45, 1673, 409, 1804]
